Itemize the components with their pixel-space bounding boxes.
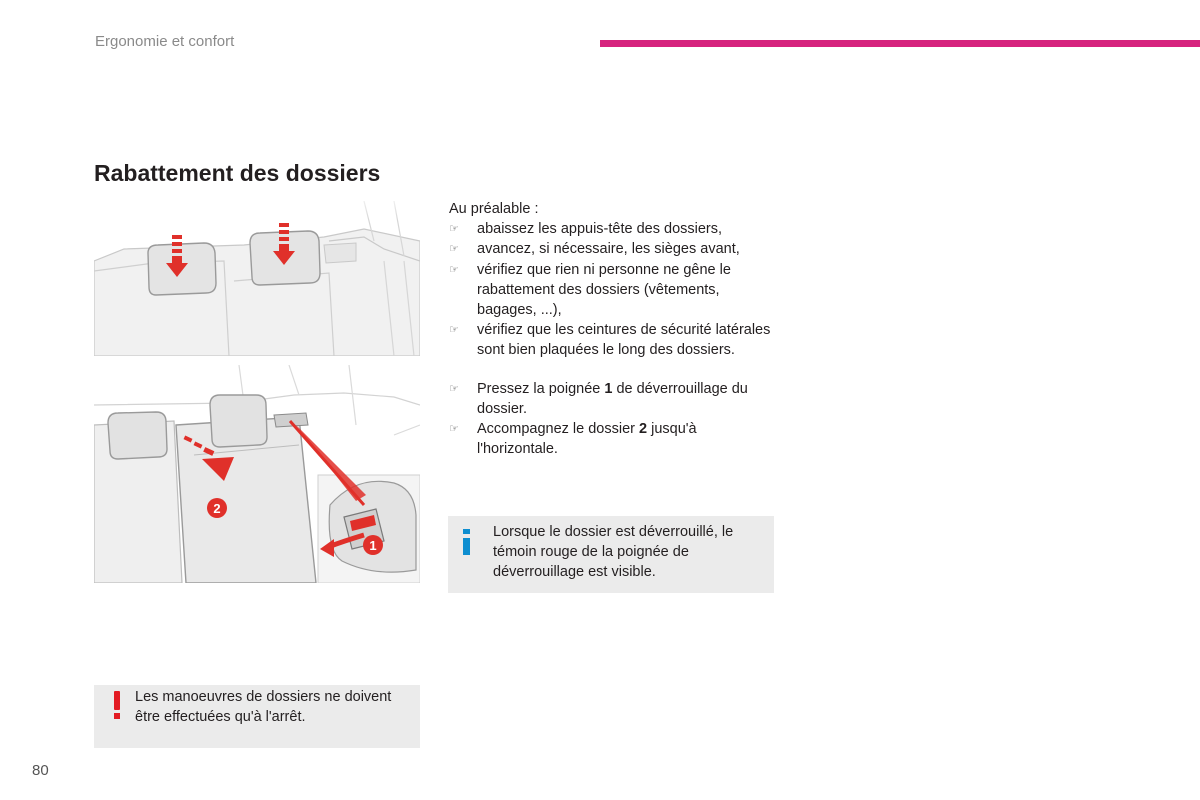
list-item: ☞ vérifiez que rien ni personne ne gêne le rabattement des dossiers (vêtements, bagages, ...), [449,261,731,319]
page-title: Rabattement des dossiers [94,160,381,186]
list-item: ☞ vérifiez que les ceintures de sécurité latérales sont bien plaquées le long des dossiers. [449,322,771,359]
svg-text:2: 2 [213,501,221,516]
pointing-hand-icon: ☞ [449,243,459,256]
list-item: ☞ Accompagnez le dossier 2 jusqu'à l'horizontale. [449,421,697,458]
callout-2 [207,498,227,518]
pointing-hand-icon: ☞ [449,382,459,395]
list-item: ☞ Pressez la poignée 1 de déverrouillage du dossier. [449,380,748,417]
list-item: ☞ avancez, si nécessaire, les sièges avant, [449,239,779,259]
info-icon [463,529,470,555]
warning-note [94,685,420,748]
pointing-hand-icon: ☞ [449,223,459,236]
info-note [448,516,774,593]
headrest-lowering-illustration [94,201,420,356]
action-list [449,379,779,460]
intro-text: Au préalable : [449,201,539,217]
list-item: ☞ abaissez les appuis-tête des dossiers, [449,219,779,239]
pointing-hand-icon: ☞ [449,324,459,337]
svg-text:1: 1 [369,538,377,553]
instructions [449,199,779,459]
callout-1 [363,535,383,555]
info-note-text: Lorsque le dossier est déverrouillé, le témoin rouge de la poignée de déverrouillage est visible. [493,524,734,581]
section-label: Ergonomie et confort [95,33,235,50]
exclamation-icon [113,691,121,719]
seatback-folding-illustration [94,365,420,583]
page-number: 80 [32,762,49,779]
warning-note-text: Les manoeuvres de dossiers ne doivent être effectuées qu'à l'arrêt. [135,689,392,726]
preparation-list [449,219,779,360]
pointing-hand-icon: ☞ [449,423,459,436]
header-accent-bar [600,40,1200,47]
pointing-hand-icon: ☞ [449,263,459,276]
